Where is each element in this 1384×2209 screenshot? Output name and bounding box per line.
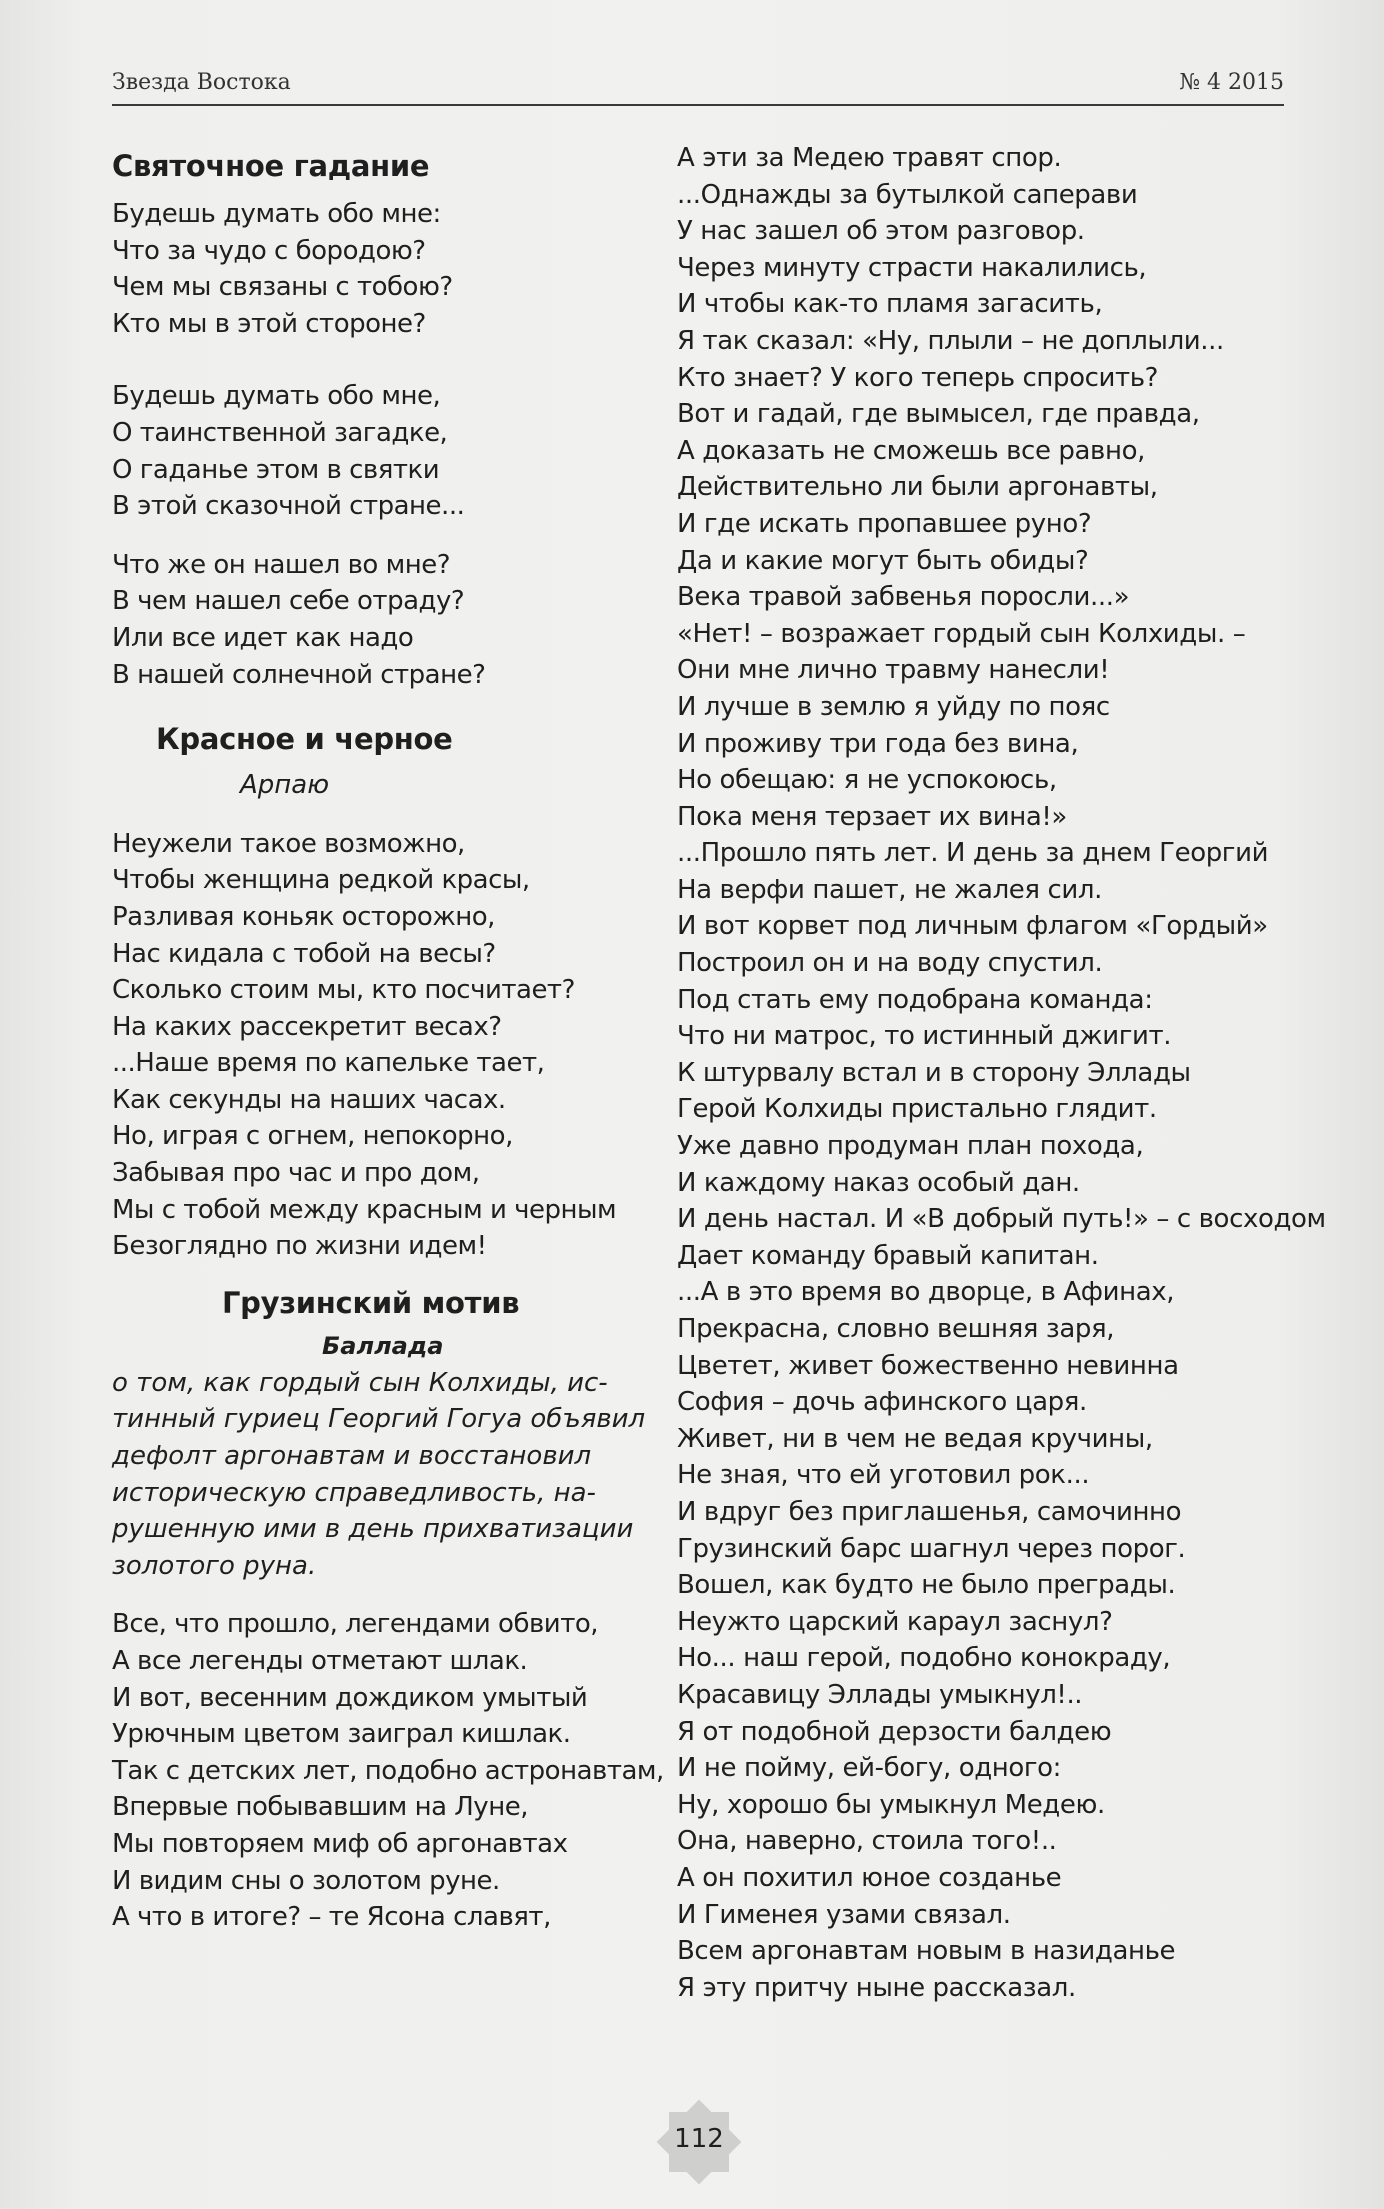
epigraph (112, 1365, 657, 1585)
poem-line: Я так сказал: «Ну, плыли – не доплыли... (677, 325, 1224, 356)
poem-line: Всем аргонавтам новым в назиданье (677, 1936, 1176, 1967)
poem-line: На верфи пашет, не жалея сил. (677, 874, 1102, 905)
epigraph-line: о том, как гордый сын Колхиды, ис- (112, 1367, 608, 1398)
journal-title: Звезда Востока (112, 70, 291, 95)
poem-line: ...Наше время по капельке тает, (112, 1048, 545, 1079)
poem-line: На каких рассекретит весах? (112, 1011, 502, 1042)
poem-line: И вдруг без приглашенья, самочинно (677, 1496, 1182, 1527)
poem-line: В нашей солнечной стране? (112, 659, 486, 690)
poem-line: А эти за Медею травят спор. (677, 143, 1062, 173)
poem-line: Будешь думать обо мне: (112, 199, 441, 229)
poem-line: И вот, весенним дождиком умытый (112, 1682, 588, 1713)
poem-line: Прекрасна, словно вешняя заря, (677, 1314, 1115, 1344)
poem-line: И вот корвет под личным флагом «Гордый» (677, 911, 1268, 942)
poem-line: Цветет, живет божественно невинна (677, 1350, 1179, 1381)
poem-line: ...Прошло пять лет. И день за днем Георгий (677, 838, 1269, 869)
poem-line: И день настал. И «В добрый путь!» – с восходом (677, 1204, 1326, 1235)
poem-line: ...А в это время во дворце, в Афинах, (677, 1277, 1175, 1308)
left-column (112, 140, 664, 1936)
poem-line: Нас кидала с тобой на весы? (112, 938, 496, 969)
poem-line: София – дочь афинского царя. (677, 1387, 1087, 1418)
poem-line: Будешь думать обо мне, (112, 381, 441, 412)
stanza (112, 196, 657, 342)
poem-line: А доказать не сможешь все равно, (677, 435, 1145, 466)
poem-line: Действительно ли были аргонавты, (677, 472, 1158, 503)
stanza (112, 547, 657, 693)
poem-line: Построил он и на воду спустил. (677, 948, 1103, 979)
epigraph-line: золотого руна. (112, 1550, 317, 1581)
page-header (112, 64, 1284, 106)
poem-line: Но обещаю: я не успокоюсь, (677, 765, 1057, 796)
poem-line: А все легенды отметают шлак. (112, 1646, 528, 1676)
poem-line: Кто знает? У кого теперь спросить? (677, 362, 1159, 393)
page-number-badge (649, 2106, 749, 2178)
poem-line: Неужто царский караул заснул? (677, 1606, 1113, 1637)
poem-line: Мы с тобой между красным и черным (112, 1194, 617, 1225)
poem-line: Чем мы связаны с тобою? (112, 272, 453, 303)
poem-line: В чем нашел себе отраду? (112, 586, 465, 617)
poem-line: Но, играя с огнем, непокорно, (112, 1121, 513, 1152)
poem-line: Как секунды на наших часах. (112, 1084, 506, 1115)
poem-body (677, 140, 1326, 2006)
poem-line: «Нет! – возражает гордый сын Колхиды. – (677, 618, 1246, 649)
poem-line: ...Однажды за бутылкой саперави (677, 179, 1138, 210)
poem-line: Через минуту страсти накалились, (677, 252, 1147, 283)
poem-line: Так с детских лет, подобно астронавтам, (112, 1755, 664, 1786)
poem-title: Святочное гадание (112, 149, 430, 183)
poem-line: Они мне лично травму нанесли! (677, 655, 1110, 686)
stanza (112, 378, 657, 524)
poem-line: И не пойму, ей-богу, одного: (677, 1753, 1062, 1784)
poem-title: Грузинский мотив (222, 1285, 520, 1320)
poem-line: Что же он нашел во мне? (112, 549, 451, 580)
poem-line: Впервые побывавшим на Луне, (112, 1792, 528, 1823)
poem-line: И проживу три года без вина, (677, 728, 1079, 759)
poem-line: Разливая коньяк осторожно, (112, 901, 495, 932)
poem-line: Урючным цветом заиграл кишлак. (112, 1719, 571, 1750)
poem-line: Не зная, что ей уготовил рок... (677, 1460, 1090, 1491)
poem-line: Века травой забвенья поросли...» (677, 582, 1130, 613)
poem-line: Забывая про час и про дом, (112, 1158, 480, 1189)
epigraph-line: тинный гуриец Георгий Гогуа объявил (112, 1404, 646, 1435)
poem-line: Кто мы в этой стороне? (112, 308, 426, 339)
poem-line: Уже давно продуман план похода, (677, 1131, 1144, 1162)
poem-line: А что в итоге? – те Ясона славят, (112, 1902, 551, 1933)
poem-line: И видим сны о золотом руне. (112, 1865, 500, 1896)
poem-line: В этой сказочной стране... (112, 491, 465, 522)
epigraph-line: историческую справедливость, на- (112, 1477, 596, 1508)
poem-line: О таинственной загадке, (112, 417, 448, 448)
poem-line: И каждому наказ особый дан. (677, 1167, 1080, 1198)
dedication: Арпаю (240, 770, 330, 801)
poem-line: И лучше в землю я уйду по пояс (677, 691, 1110, 722)
poem-line: И Гименея узами связал. (677, 1899, 1011, 1930)
poem-line: И где искать пропавшее руно? (677, 508, 1092, 539)
page-number: 112 (674, 2124, 724, 2154)
poem-line: Вошел, как будто не было преграды. (677, 1570, 1176, 1601)
poem-line: Она, наверно, стоила того!.. (677, 1826, 1057, 1857)
poem-line: О гаданье этом в святки (112, 454, 440, 485)
poem-line: Да и какие могут быть обиды? (677, 545, 1089, 576)
poem-line: Неужели такое возможно, (112, 828, 465, 859)
poem-line: Пока меня терзает их вина!» (677, 801, 1067, 832)
poem-line: У нас зашел об этом разговор. (677, 216, 1085, 247)
epigraph-line: рушенную ими в день прихватизации (112, 1514, 634, 1545)
epigraph-line: дефолт аргонавтам и восстановил (112, 1441, 592, 1472)
right-column (677, 140, 1326, 2006)
poem-line: Мы повторяем миф об аргонавтах (112, 1828, 568, 1859)
poem-line: Безоглядно по жизни идем! (112, 1231, 487, 1262)
poem-line: Что за чудо с бородою? (112, 235, 426, 266)
poem-line: И чтобы как-то пламя загасить, (677, 289, 1103, 320)
poem-line: Вот и гадай, где вымысел, где правда, (677, 399, 1200, 430)
poem-line: Грузинский барс шагнул через порог. (677, 1533, 1186, 1564)
poem-body (112, 1606, 664, 1935)
poem-line: Все, что прошло, легендами обвито, (112, 1609, 599, 1640)
poem-line: Чтобы женщина редкой красы, (112, 865, 530, 896)
poem-line: Красавицу Эллады умыкнул!.. (677, 1679, 1083, 1710)
poem-line: К штурвалу встал и в сторону Эллады (677, 1057, 1191, 1088)
poem-title: Красное и черное (156, 722, 453, 757)
poem-line: А он похитил юное созданье (677, 1862, 1062, 1893)
poem-line: Я эту притчу ныне рассказал. (677, 1972, 1076, 2003)
poem-subtitle: Баллада (322, 1331, 444, 1360)
poem-line: Что ни матрос, то истинный джигит. (677, 1021, 1172, 1052)
poem-line: Герой Колхиды пристально глядит. (677, 1094, 1157, 1125)
poem-line: Дает команду бравый капитан. (677, 1240, 1099, 1271)
poem-line: Или все идет как надо (112, 622, 414, 653)
poem-body (112, 826, 657, 1265)
poem-line: Сколько стоим мы, кто посчитает? (112, 975, 575, 1006)
poem-line: Я от подобной дерзости балдею (677, 1716, 1112, 1747)
poem-line: Под стать ему подобрана команда: (677, 984, 1153, 1015)
issue-number: № 4 2015 (1179, 70, 1284, 95)
poem-line: Ну, хорошо бы умыкнул Медею. (677, 1789, 1105, 1820)
poem-line: Живет, ни в чем не ведая кручины, (677, 1423, 1153, 1454)
poem-line: Но... наш герой, подобно конокраду, (677, 1643, 1171, 1674)
